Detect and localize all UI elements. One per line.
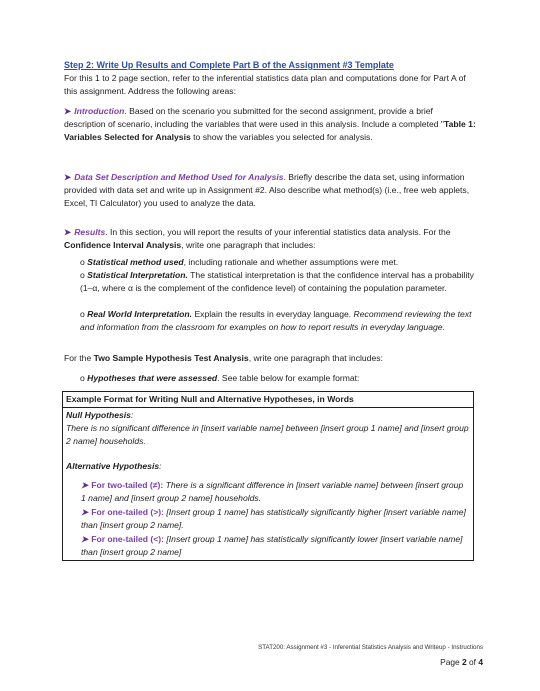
alt-hypothesis-heading <box>66 460 470 473</box>
two-sample-label: Two Sample Hypothesis Test Analysis <box>93 353 249 363</box>
results-text-2: , write one paragraph that includes: <box>181 239 316 250</box>
alt-one-tailed-higher <box>81 506 469 532</box>
hyp-item-text: . See table below for example format: <box>217 373 360 383</box>
dataset-text: . Briefly describe the data set, using information provided with data set and write up in Assignment #2. Also describe what method(s) (i.e., free web applets, Excel, TI Calculator) you used to analyze the data. <box>64 172 470 208</box>
hypotheses-item <box>80 372 480 385</box>
ci-item-italic: Recommend reviewing the text and information from the classroom for examples on how to report results in everyday language. <box>80 309 472 332</box>
null-hypothesis-colon: : <box>130 410 134 420</box>
table-title: Example Format for Writing Null and Alternative Hypotheses, in Words <box>66 394 354 404</box>
dataset-paragraph <box>64 171 476 210</box>
alt-two-tailed <box>81 479 469 505</box>
introduction-paragraph <box>64 105 476 144</box>
hyp-item-bold: Hypotheses that were assessed <box>87 373 218 383</box>
section-heading[interactable]: Step 2: Write Up Results and Complete Part B of the Assignment #3 Template <box>64 60 394 70</box>
alt-hypothesis-colon: : <box>159 461 162 471</box>
ci-item-bullet: o <box>80 309 88 319</box>
ci-item-bold: Statistical Interpretation. <box>87 270 188 280</box>
introduction-text-2: to show the variables you selected for analysis. <box>190 131 373 142</box>
arrow-bullet-icon: ➤ <box>81 534 89 544</box>
ci-analysis-label: Confidence Interval Analysis <box>64 239 182 250</box>
page-of: of <box>466 657 479 667</box>
results-term: Results <box>74 227 106 237</box>
current-page: 2 <box>462 657 467 667</box>
introduction-term: Introduction <box>74 106 125 116</box>
arrow-bullet-icon: ➤ <box>64 227 72 237</box>
two-sample-paragraph <box>64 352 476 365</box>
alt-item-text: [Insert group 1 name] has statistically significantly lower [insert variable name] than [insert group 2 name] <box>81 534 463 557</box>
ci-item-text: Explain the results in everyday language. <box>192 309 354 319</box>
table-divider <box>63 407 473 408</box>
results-text-1: . In this section, you will report the results of your inferential statistics data analysis. For the <box>105 227 451 237</box>
arrow-bullet-icon: ➤ <box>64 172 72 182</box>
intro-paragraph: For this 1 to 2 page section, refer to the inferential statistics data plan and computations done for Part A of this assignment. Address the following areas: <box>64 73 466 96</box>
alt-item-label: For one-tailed (>): <box>91 507 165 517</box>
ci-item-bullet: o <box>80 270 88 280</box>
ci-item-bold: Statistical method used <box>87 257 184 267</box>
ci-item-text: , including rationale and whether assumptions were met. <box>183 257 399 267</box>
ci-item-statistical <box>80 269 480 295</box>
ci-item-realworld <box>80 308 480 334</box>
arrow-bullet-icon: ➤ <box>64 106 72 116</box>
alt-hypothesis-label: Alternative Hypothesis <box>66 461 160 471</box>
ci-item-bold: Real World Interpretation. <box>87 309 193 319</box>
hypothesis-format-table <box>62 391 474 561</box>
two-sample-text-1: For the <box>64 353 94 363</box>
arrow-bullet-icon: ➤ <box>81 507 89 517</box>
page-number <box>440 657 483 667</box>
page-footer: STAT200: Assignment #3 - Inferential Statistics Analysis and Writeup - Instructions <box>258 644 483 651</box>
dataset-term: Data Set Description and Method Used for Analysis <box>74 172 284 182</box>
ci-item-text: The statistical interpretation is that the confidence interval has a probability (1–α, where α is the complement of the confidence level) of containing the population parameter. <box>80 270 474 293</box>
alt-item-text: [Insert group 1 name] has statistically significantly higher [insert variable name] than [insert group 2 name]. <box>81 507 466 530</box>
total-pages: 4 <box>478 657 483 667</box>
alt-item-text: There is a significant difference in [insert variable name] between [insert group 1 name] and [insert group 2 name] households. <box>81 480 464 503</box>
table1-reference: Table 1: Variables Selected for Analysis <box>64 118 476 142</box>
page-word: Page <box>440 657 463 667</box>
arrow-bullet-icon: ➤ <box>81 480 89 490</box>
alt-one-tailed-lower <box>81 533 469 559</box>
results-paragraph <box>64 226 476 252</box>
alt-item-label: For one-tailed (<): <box>91 534 165 544</box>
null-hypothesis-label: Null Hypothesis <box>66 410 131 420</box>
ci-item-method <box>80 256 480 269</box>
null-hypothesis-text: There is no significant difference in [insert variable name] between [insert group 1 name] and [insert group 2 name] households. <box>66 423 469 446</box>
null-hypothesis-heading <box>66 409 470 422</box>
alt-item-label: For two-tailed (≠): <box>91 480 164 490</box>
ci-item-bullet: o <box>80 257 88 267</box>
hyp-item-bullet: o <box>80 373 88 383</box>
two-sample-text-2: , write one paragraph that includes: <box>248 353 383 363</box>
introduction-text-1: . Based on the scenario you submitted for the second assignment, provide a brief description of scenario, including the variables that were used in this analysis. Include a completed " <box>64 106 444 129</box>
